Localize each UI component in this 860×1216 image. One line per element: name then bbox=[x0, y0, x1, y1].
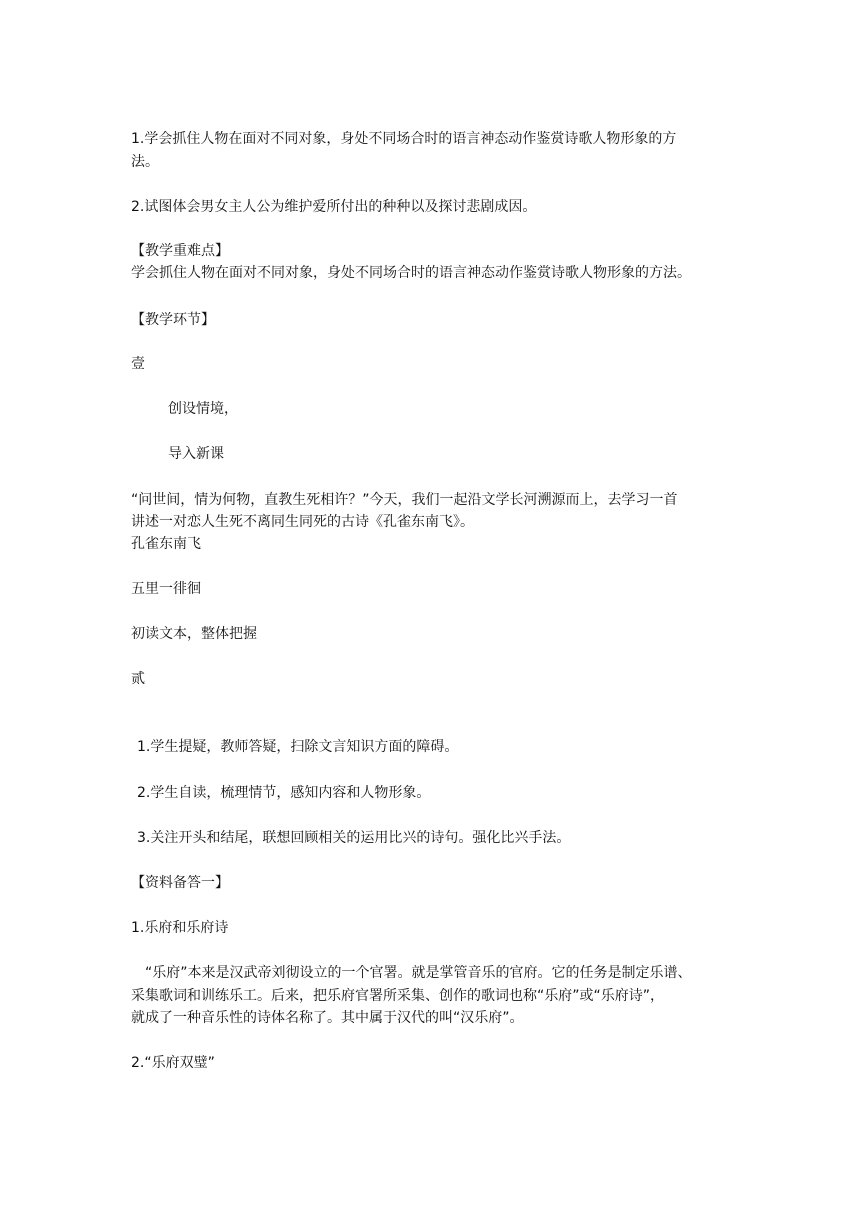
section-1-title-a: 创设情境， bbox=[168, 401, 238, 417]
key-points-text: 学会抓住人物在面对不同对象，身处不同场合时的语言神态动作鉴赏诗歌人物形象的方法。 bbox=[131, 265, 691, 281]
reference-heading: 【资料备答一】 bbox=[131, 875, 229, 891]
objective-1-line-2: 法。 bbox=[131, 154, 159, 170]
section-1-title-b: 导入新课 bbox=[168, 446, 224, 462]
intro-line-1: “问世间，情为何物，直教生死相许？”今天，我们一起沿文学长河溯源而上，去学习一首 bbox=[131, 492, 678, 508]
objective-2: 2.试图体会男女主人公为维护爱所付出的种种以及探讨悲剧成因。 bbox=[131, 199, 537, 215]
reference-sub-1-line-2: 采集歌词和训练乐工。后来，把乐府官署所采集、创作的歌词也称“乐府”或“乐府诗”， bbox=[131, 988, 665, 1004]
objective-1-line-1: 1.学会抓住人物在面对不同对象，身处不同场合时的语言神态动作鉴赏诗歌人物形象的方 bbox=[131, 131, 677, 147]
reference-sub-1-title: 1.乐府和乐府诗 bbox=[131, 920, 229, 936]
poem-line: 五里一徘徊 bbox=[131, 581, 201, 597]
task-item: 3.关注开头和结尾，联想回顾相关的运用比兴的诗句。强化比兴手法。 bbox=[137, 830, 571, 846]
reference-sub-2-title: 2.“乐府双璧” bbox=[131, 1055, 215, 1071]
teaching-steps-heading: 【教学环节】 bbox=[131, 312, 215, 328]
section-2-number: 贰 bbox=[131, 671, 145, 687]
task-item: 2.学生自读，梳理情节，感知内容和人物形象。 bbox=[137, 785, 431, 801]
task-item: 1.学生提疑，教师答疑，扫除文言知识方面的障碍。 bbox=[137, 739, 459, 755]
section-1-number: 壹 bbox=[131, 356, 145, 372]
section-2-title: 初读文本，整体把握 bbox=[131, 626, 257, 642]
reference-sub-1-line-3: 就成了一种音乐性的诗体名称了。其中属于汉代的叫“汉乐府”。 bbox=[131, 1010, 524, 1026]
intro-line-2: 讲述一对恋人生死不离同生同死的古诗《孔雀东南飞》。 bbox=[131, 514, 474, 530]
poem-title: 孔雀东南飞 bbox=[131, 536, 201, 552]
key-points-heading: 【教学重难点】 bbox=[131, 243, 229, 259]
reference-sub-1-line-1: “乐府”本来是汉武帝刘彻设立的一个官署。就是掌管音乐的官府。它的任务是制定乐谱、 bbox=[145, 965, 692, 981]
